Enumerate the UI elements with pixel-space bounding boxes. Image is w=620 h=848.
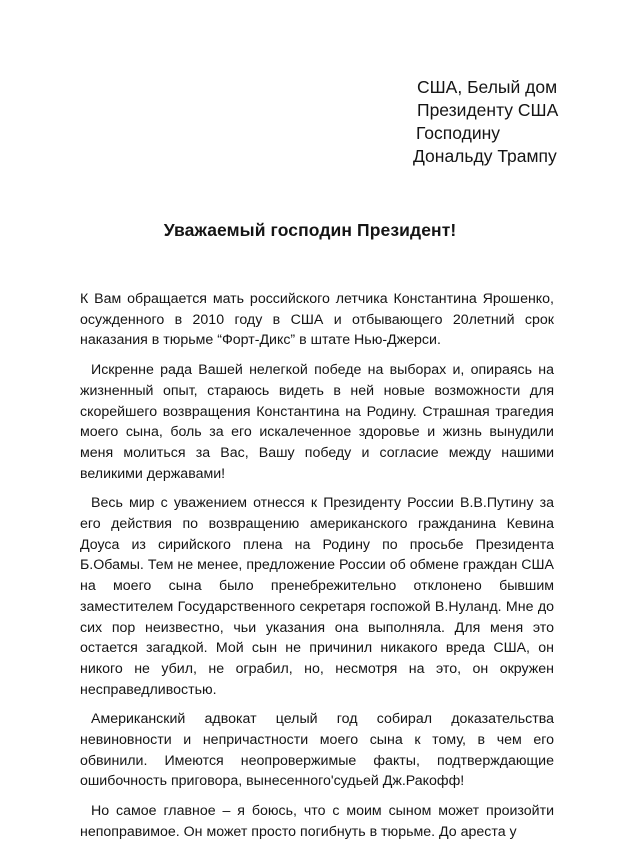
paragraph-exchange-proposal: Весь мир с уважением отнесся к Президенту России В.В.Путину за его действия по возвращению американского гражданина Кевина Доуса из сирийского плена на Родину по просьбе Президента Б.Обамы. Тем не менее, предложение России об обмене граждан США на моего сына было пренебрежительно отклонено бывшим заместителем Государственного секретаря госпожой В.Нуланд. Мне до сих пор неизвестно, чьи указания она выполняла. Для меня это остается загадкой. Мой сын не причинил никакого вреда США, он никого не убил, не ограбил, но, несмотря на это, он окружен несправедливостью. [80, 495, 554, 698]
letter-body [80, 289, 554, 843]
address-line-honorific: Господину [416, 123, 501, 143]
address-line-recipient-title: Президенту США [417, 100, 559, 120]
address-line-recipient-name: Дональду Трампу [413, 146, 557, 166]
recipient-address [412, 76, 612, 168]
paragraph-lawyer-evidence: Американский адвокат целый год собирал доказательства невиновности и непричастности моего сына к тому, в чем его обвинили. Имеются неопровержимые факты, подтверждающие ошибочность приговора, вынесенного'судьей Дж.Ракофф! [80, 711, 554, 790]
paragraph-election: Искренне рада Вашей нелегкой победе на выборах и, опираясь на жизненный опыт, стараюсь видеть в ней новые возможности для скорейшего возвращения Константина на Родину. Страшная трагедия моего сына, боль за его искалеченное здоровье и жизнь вынудили меня молиться за Вас, Вашу победу и согласие между нашими великими державами! [80, 362, 554, 482]
paragraph-introduction: К Вам обращается мать российского летчика Константина Ярошенко, осужденного в 2010 году в США и отбывающего 20летний срок наказания в тюрьме “Форт-Дикс” в штате Нью-Джерси. [80, 291, 554, 349]
paragraph-fear: Но самое главное – я боюсь, что с моим сыном может произойти непоправимое. Он может просто погибнуть в тюрьме. До ареста у [80, 803, 554, 840]
letter-salutation: Уважаемый господин Президент! [163, 220, 457, 240]
address-line-country: США, Белый дом [417, 77, 558, 97]
